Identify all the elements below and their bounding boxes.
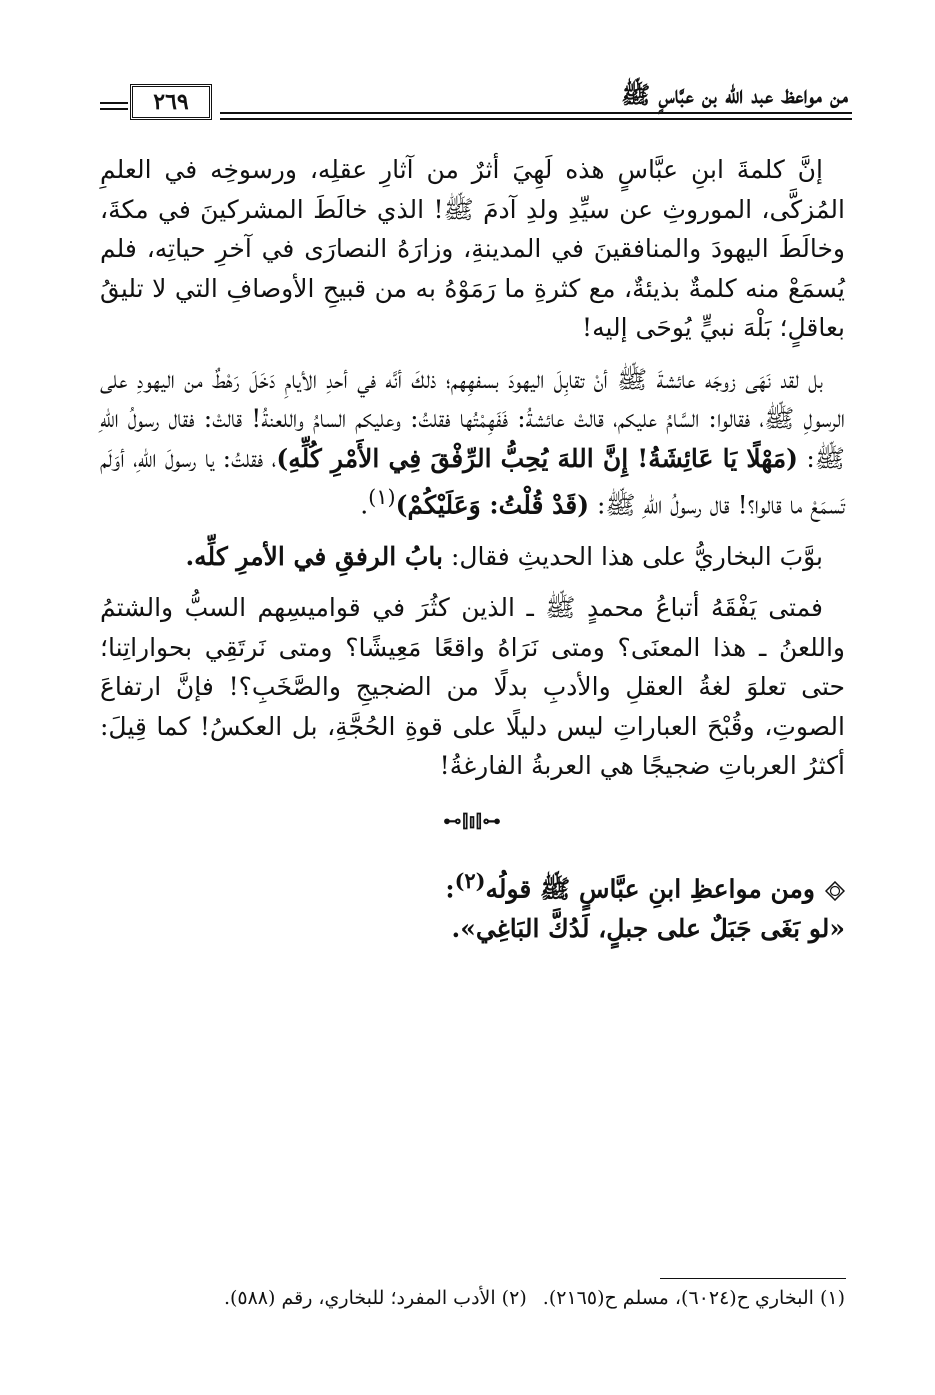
- paragraph-1: إنَّ كلمةَ ابنِ عبَّاسٍ هذه لَهِيَ أثرٌ من آثارِ عقلِه، ورسوخِه في العلمِ المُزكَّى، الموروثِ عن سيِّدِ ولدِ آدمَ ﷺ! الذي خالَطَ المشركينَ في مكةَ، وخالَطَ اليهودَ والمنافقينَ في المدينةِ، وزارَهُ النصارَى في آخرِ حياتِه، فلم يُسمَعْ منه كلمةٌ بذيئةٌ، مع كثرةِ ما رَمَوْهُ به من قبيحِ الأوصافِ التي لا تليقُ بعاقلٍ؛ بَلْهَ نبيٍّ يُوحَى إليه!: [100, 155, 845, 342]
- page-header: [100, 72, 852, 132]
- footnote-2: (٢) الأدب المفرد؛ للبخاري، رقم (٥٨٨).: [223, 1287, 527, 1309]
- footnote-ref: (١): [368, 485, 396, 509]
- page-number: ٢٦٩: [130, 84, 212, 120]
- paragraph-text: .: [360, 490, 369, 520]
- footnote-ref: (٢): [454, 868, 486, 894]
- paragraph-4: فمتى يَفْقَهُ أتباعُ محمدٍ ﷺ ـ الذين كثُرَ في قواميسِهم السبُّ والشتمُ واللعنُ ـ هذا المعنَى؟ ومتى نَرَاهُ واقعًا مَعِيشًا؟ ومتى نَرتَقِي بحواراتِنا؛ حتى تعلوَ لغةُ العقلِ والأدبِ بدلًا من الضجيجِ والصَّخَبِ؟! فإنَّ ارتفاعَ الصوتِ، وقُبْحَ العباراتِ ليس دليلًا على قوةِ الحُجَّةِ، بل العكسُ! كما قِيلَ: أكثرُ العرباتِ ضجيجًا هي العربةُ الفارغةُ!: [100, 593, 845, 781]
- hadith-quote: (قَدْ قُلْتُ: وَعَلَيْكُمْ): [395, 490, 590, 520]
- section-heading-text: ومن مواعظِ ابنِ عبَّاسٍ ﷺ قولُه: [485, 874, 815, 904]
- paragraph-text: بل لقد نَهَى زوجَه عائشةَ ﷺ أنْ تقابِلَ اليهودَ بسفهِهم؛ ذلكَ أنَّه في أحدِ الأيامِ دَخَلَ رَهْطٌ من اليهودِ على الرسولِ ﷺ، فقالوا: السَّامُ عليكم، قالتْ عائشةُ: فَفَهِمْتُها فقلتُ: وعليكم السامُ واللعنةُ! قالتْ: فقال رسولُ اللهِ ﷺ:: [100, 364, 845, 473]
- header-rule: [100, 108, 128, 110]
- section-heading-colon: :: [445, 874, 455, 904]
- footnote-rule: [660, 1278, 846, 1279]
- paragraph-text: بوَّبَ البخاريُّ على هذا الحديثِ فقال:: [450, 541, 823, 571]
- footnote-1: (١) البخاري ح(٦٠٢٤)، مسلم ح(٢١٦٥).: [542, 1287, 845, 1309]
- ornament-divider: ⊷⫿⫾⫿⊶: [443, 810, 502, 832]
- proverb-quote: «لو بَغَى جَبَلٌ على جبلٍ، لَدُكَّ البَاغِي».: [451, 914, 845, 944]
- chapter-title: بابُ الرفقِ في الأمرِ كلِّه.: [185, 541, 443, 571]
- paragraph-3: [100, 537, 845, 577]
- section-heading: [100, 861, 845, 909]
- header-rule: [220, 118, 852, 120]
- paragraph-text: ، فقلتُ: يا رسولَ اللهِ، أوَلَم تَسمَعْ ما قالوا؟! قال رسولُ اللهِ ﷺ:: [100, 443, 845, 520]
- hadith-quote: (مَهْلًا يَا عَائِشَةُ! إِنَّ اللهَ يُحِبُّ الرِّفْقَ فِي الأَمْرِ كُلِّهِ): [276, 443, 798, 473]
- footnotes: [100, 1284, 845, 1312]
- header-rule: [220, 112, 852, 114]
- diamond-ornament-icon: [825, 881, 845, 901]
- paragraph-2: [100, 360, 845, 525]
- main-text: [100, 150, 845, 949]
- header-rule: [100, 102, 128, 104]
- running-title: من مواعظ عبد الله بن عبَّاسٍ ﷺ: [621, 80, 848, 109]
